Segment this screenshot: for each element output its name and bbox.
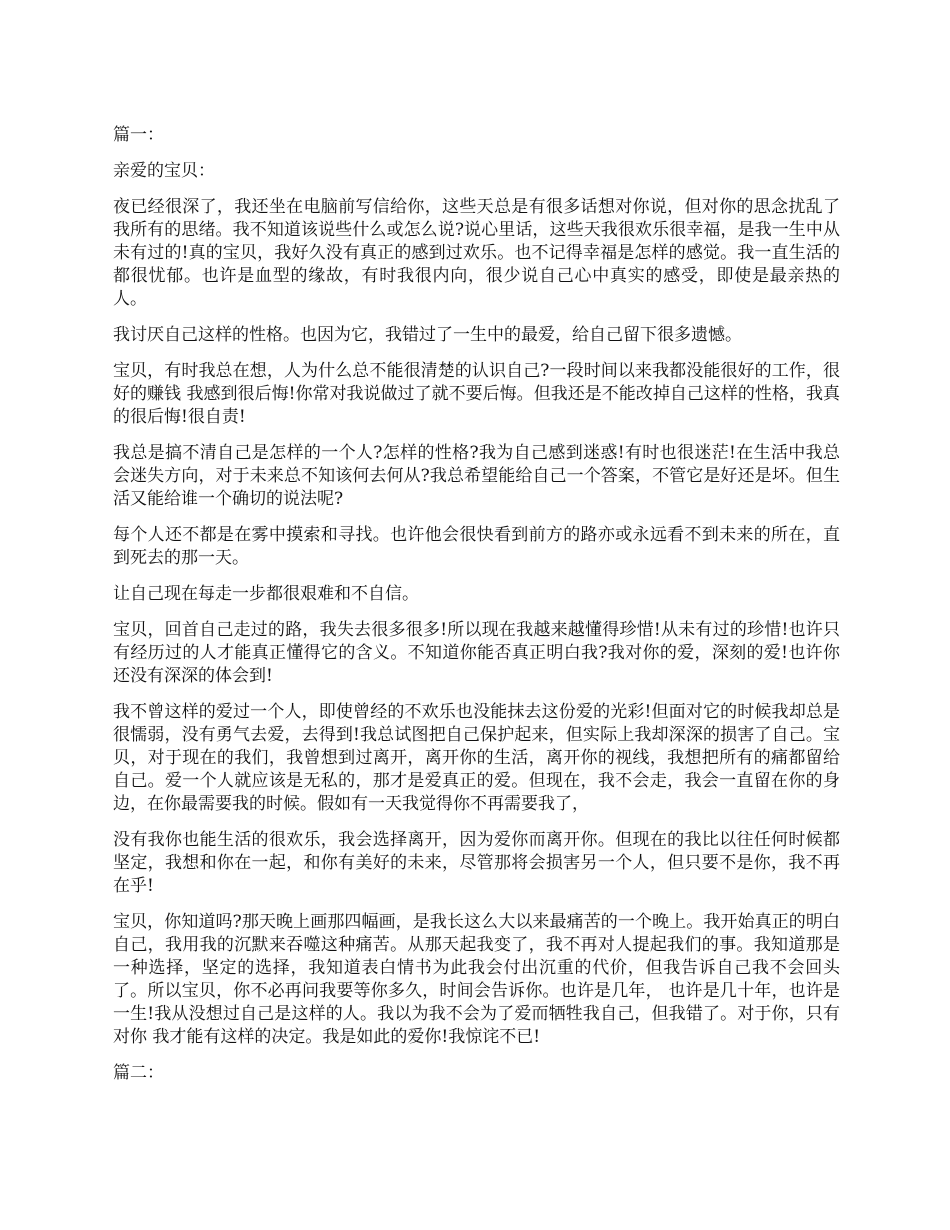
paragraph-8: 我不曾这样的爱过一个人，即使曾经的不欢乐也没能抹去这份爱的光彩!但面对它的时候我却总是很懦弱，没有勇气去爱，去得到!我总试图把自己保护起来，但实际上我却深深的损害了自己。宝贝，对于现在的我们，我曾想到过离开，离开你的生活，离开你的视线，我想把所有的痛都留给自己。爱一个人就应该是无私的，那才是爱真正的爱。但现在，我不会走，我会一直留在你的身边，在你最需要我的时候。假如有一天我觉得你不再需要我了， — [113, 702, 840, 814]
paragraph-7: 宝贝，回首自己走过的路，我失去很多很多!所以现在我越来越懂得珍惜!从未有过的珍惜!也许只有经历过的人才能真正懂得它的含义。不知道你能否真正明白我?我对你的爱，深刻的爱!也许你还没有深深的体会到! — [113, 620, 840, 686]
paragraph-5: 每个人还不都是在雾中摸索和寻找。也许他会很快看到前方的路亦或永远看不到未来的所在，直到死去的那一天。 — [113, 525, 840, 568]
paragraph-3: 宝贝，有时我总在想，人为什么总不能很清楚的认识自己?一段时间以来我都没能很好的工作，很好的赚钱 我感到很后悔!你常对我说做过了就不要后悔。但我还是不能改掉自己这样的性格，我真的很后悔!很自责! — [113, 361, 840, 427]
paragraph-1: 夜已经很深了，我还坐在电脑前写信给你，这些天总是有很多话想对你说，但对你的思念扰乱了我所有的思绪。我不知道该说些什么或怎么说?说心里话，这些天我很欢乐很幸福，是我一生中从未有过的!真的宝贝，我好久没有真正的感到过欢乐。也不记得幸福是怎样的感觉。我一直生活的都很忧郁。也许是血型的缘故，有时我很内向，很少说自己心中真实的感受，即使是最亲热的人。 — [113, 197, 840, 309]
section-heading-1: 篇一： — [113, 125, 164, 145]
letter-greeting: 亲爱的宝贝： — [113, 161, 215, 181]
section-heading-2: 篇二： — [113, 1063, 164, 1083]
paragraph-4: 我总是搞不清自己是怎样的一个人?怎样的性格?我为自己感到迷惑!有时也很迷茫!在生活中我总会迷失方向，对于未来总不知该何去何从?我总希望能给自己一个答案，不管它是好还是坏。但生活又能给谁一个确切的说法呢? — [113, 443, 840, 509]
paragraph-6: 让自己现在每走一步都很艰难和不自信。 — [113, 584, 419, 604]
document-page — [113, 124, 840, 1098]
paragraph-2: 我讨厌自己这样的性格。也因为它，我错过了一生中的最爱，给自己留下很多遗憾。 — [113, 325, 742, 345]
paragraph-9: 没有我你也能生活的很欢乐，我会选择离开，因为爱你而离开你。但现在的我比以往任何时候都坚定，我想和你在一起，和你有美好的未来，尽管那将会损害另一个人，但只要不是你，我不再在乎! — [113, 830, 840, 896]
paragraph-10: 宝贝，你知道吗?那天晚上画那四幅画，是我长这么大以来最痛苦的一个晚上。我开始真正的明白自己，我用我的沉默来吞噬这种痛苦。从那天起我变了，我不再对人提起我们的事。我知道那是一种选择，坚定的选择，我知道表白情书为此我会付出沉重的代价，但我告诉自己我不会回头了。所以宝贝，你不必再问我要等你多久，时间会告诉你。也许是几年， 也许是几十年，也许是一生!我从没想过自己是这样的人。我以为我不会为了爱而牺牲我自己，但我错了。对于你，只有对你 我才能有这样的决定。我是如此的爱你!我惊诧不已! — [113, 912, 840, 1047]
